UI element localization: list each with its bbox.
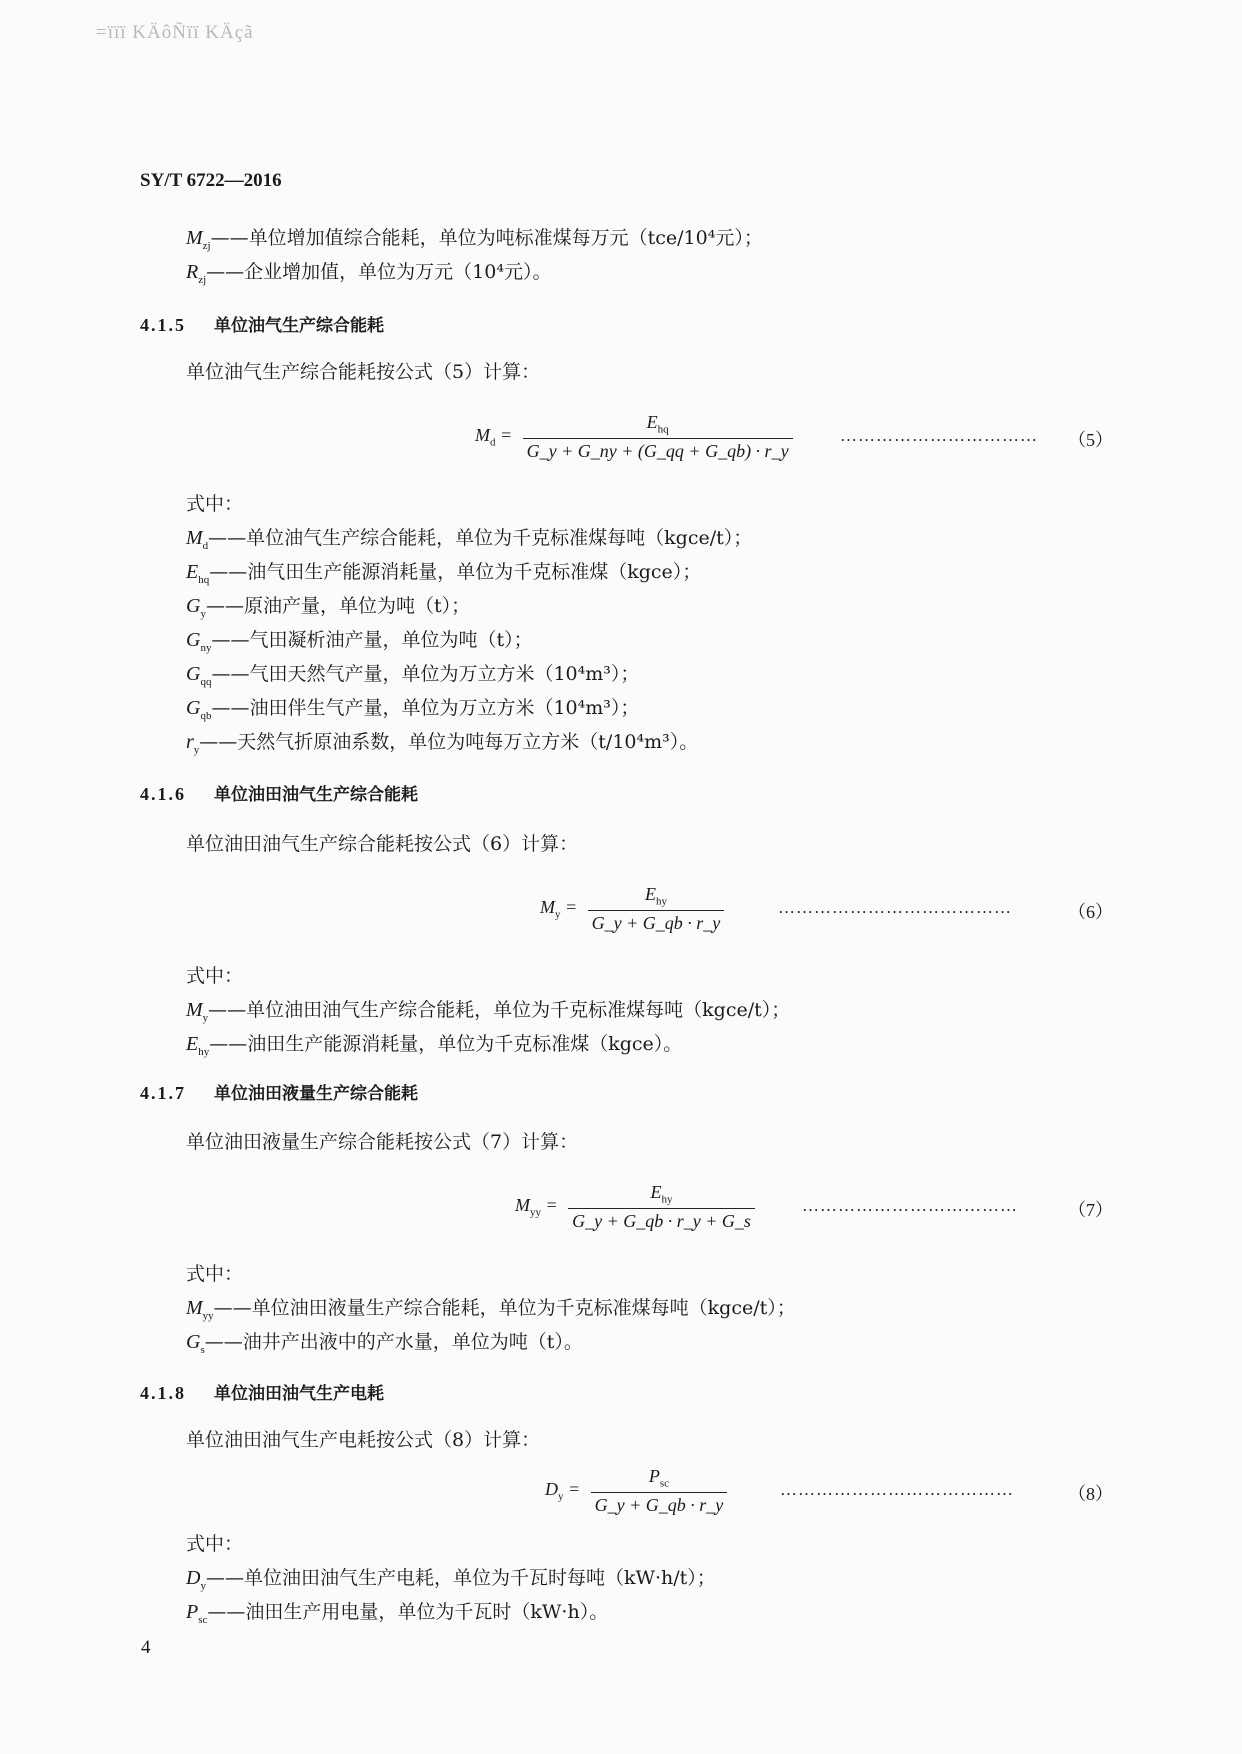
definition-line: $M_d——$单位油气生产综合能耗，单位为千克标准煤每吨（kgce/t）； xyxy=(186,527,753,552)
definition-line: $D_y——$单位油田油气生产电耗，单位为千瓦时每吨（kW·h/t）； xyxy=(186,1567,716,1592)
leader-dots: ………………………………… xyxy=(778,898,1012,917)
definition-line: $G_{qq}——$气田天然气产量，单位为万立方米（10⁴m³）； xyxy=(186,663,640,688)
definition-line: $R_{zj}——$企业增加值，单位为万元（10⁴元）。 xyxy=(186,261,552,286)
leader-dots: ……………………………… xyxy=(802,1196,1018,1215)
shizhong-label: 式中： xyxy=(186,493,244,515)
leader-dots: ………………………………… xyxy=(780,1480,1014,1499)
equation-number: （8） xyxy=(1068,1484,1113,1504)
watermark: =ïïï KÄôÑïï KÄçã xyxy=(96,22,254,43)
section-intro: 单位油田液量生产综合能耗按公式（7）计算： xyxy=(186,1131,579,1153)
section-intro: 单位油田油气生产电耗按公式（8）计算： xyxy=(186,1429,541,1451)
definition-line: $E_{hq}——$油气田生产能源消耗量，单位为千克标准煤（kgce）； xyxy=(186,561,702,586)
definition-line: $G_{ny}——$气田凝析油产量，单位为吨（t）； xyxy=(186,629,533,654)
formula-6: $M_y$ = $\frac{E_{hy}}{G\_y + G\_qb \cdot r\_y}$ xyxy=(540,884,724,934)
page-number: 4 xyxy=(141,1637,151,1658)
formula-7: $M_{yy}$ = $\frac{E_{hy}}{G\_y + G\_qb \cdot r\_y + G\_s}$ xyxy=(515,1182,755,1232)
symbol: $R_{zj}$ xyxy=(186,261,207,286)
section-heading: 4.1.5 单位油气生产综合能耗 xyxy=(140,315,384,336)
section-heading: 4.1.6 单位油田油气生产综合能耗 xyxy=(140,784,418,805)
definition-line: $E_{hy}——$油田生产能源消耗量，单位为千克标准煤（kgce）。 xyxy=(186,1033,683,1058)
definition-line: $G_s——$油井产出液中的产水量，单位为吨（t）。 xyxy=(186,1331,583,1356)
equation-number: （7） xyxy=(1068,1200,1113,1220)
section-intro: 单位油田油气生产综合能耗按公式（6）计算： xyxy=(186,833,579,855)
definition-line: $M_{yy}——$单位油田液量生产综合能耗，单位为千克标准煤每吨（kgce/t）； xyxy=(186,1297,796,1322)
leader-dots: …………………………… xyxy=(840,426,1038,445)
section-heading: 4.1.7 单位油田液量生产综合能耗 xyxy=(140,1083,418,1104)
document-number: SY/T 6722—2016 xyxy=(140,170,282,191)
formula-5: $M_d$ = $\frac{E_{hq}}{G\_y + G\_ny + (G\_qq + G\_qb) \cdot r\_y}$ xyxy=(475,412,793,462)
definition-line: $G_{qb}——$油田伴生气产量，单位为万立方米（10⁴m³）； xyxy=(186,697,640,722)
shizhong-label: 式中： xyxy=(186,1263,244,1285)
section-heading: 4.1.8 单位油田油气生产电耗 xyxy=(140,1383,384,1404)
definition-line: $P_{sc}——$油田生产用电量，单位为千瓦时（kW·h）。 xyxy=(186,1601,609,1626)
definition-line: $G_y——$原油产量，单位为吨（t）； xyxy=(186,595,471,620)
definition-line: $r_y——$天然气折原油系数，单位为吨每万立方米（t/10⁴m³）。 xyxy=(186,731,699,756)
shizhong-label: 式中： xyxy=(186,965,244,987)
symbol: $M_{zj}$ xyxy=(186,227,211,252)
definition-line: $M_{zj}——$单位增加值综合能耗，单位为吨标准煤每万元（tce/10⁴元）； xyxy=(186,227,763,252)
equation-number: （5） xyxy=(1068,430,1113,450)
shizhong-label: 式中： xyxy=(186,1533,244,1555)
section-intro: 单位油气生产综合能耗按公式（5）计算： xyxy=(186,361,541,383)
formula-8: $D_y$ = $\frac{P_{sc}}{G\_y + G\_qb \cdot r\_y}$ xyxy=(545,1466,727,1516)
equation-number: （6） xyxy=(1068,902,1113,922)
definition-line: $M_y——$单位油田油气生产综合能耗，单位为千克标准煤每吨（kgce/t）； xyxy=(186,999,791,1024)
